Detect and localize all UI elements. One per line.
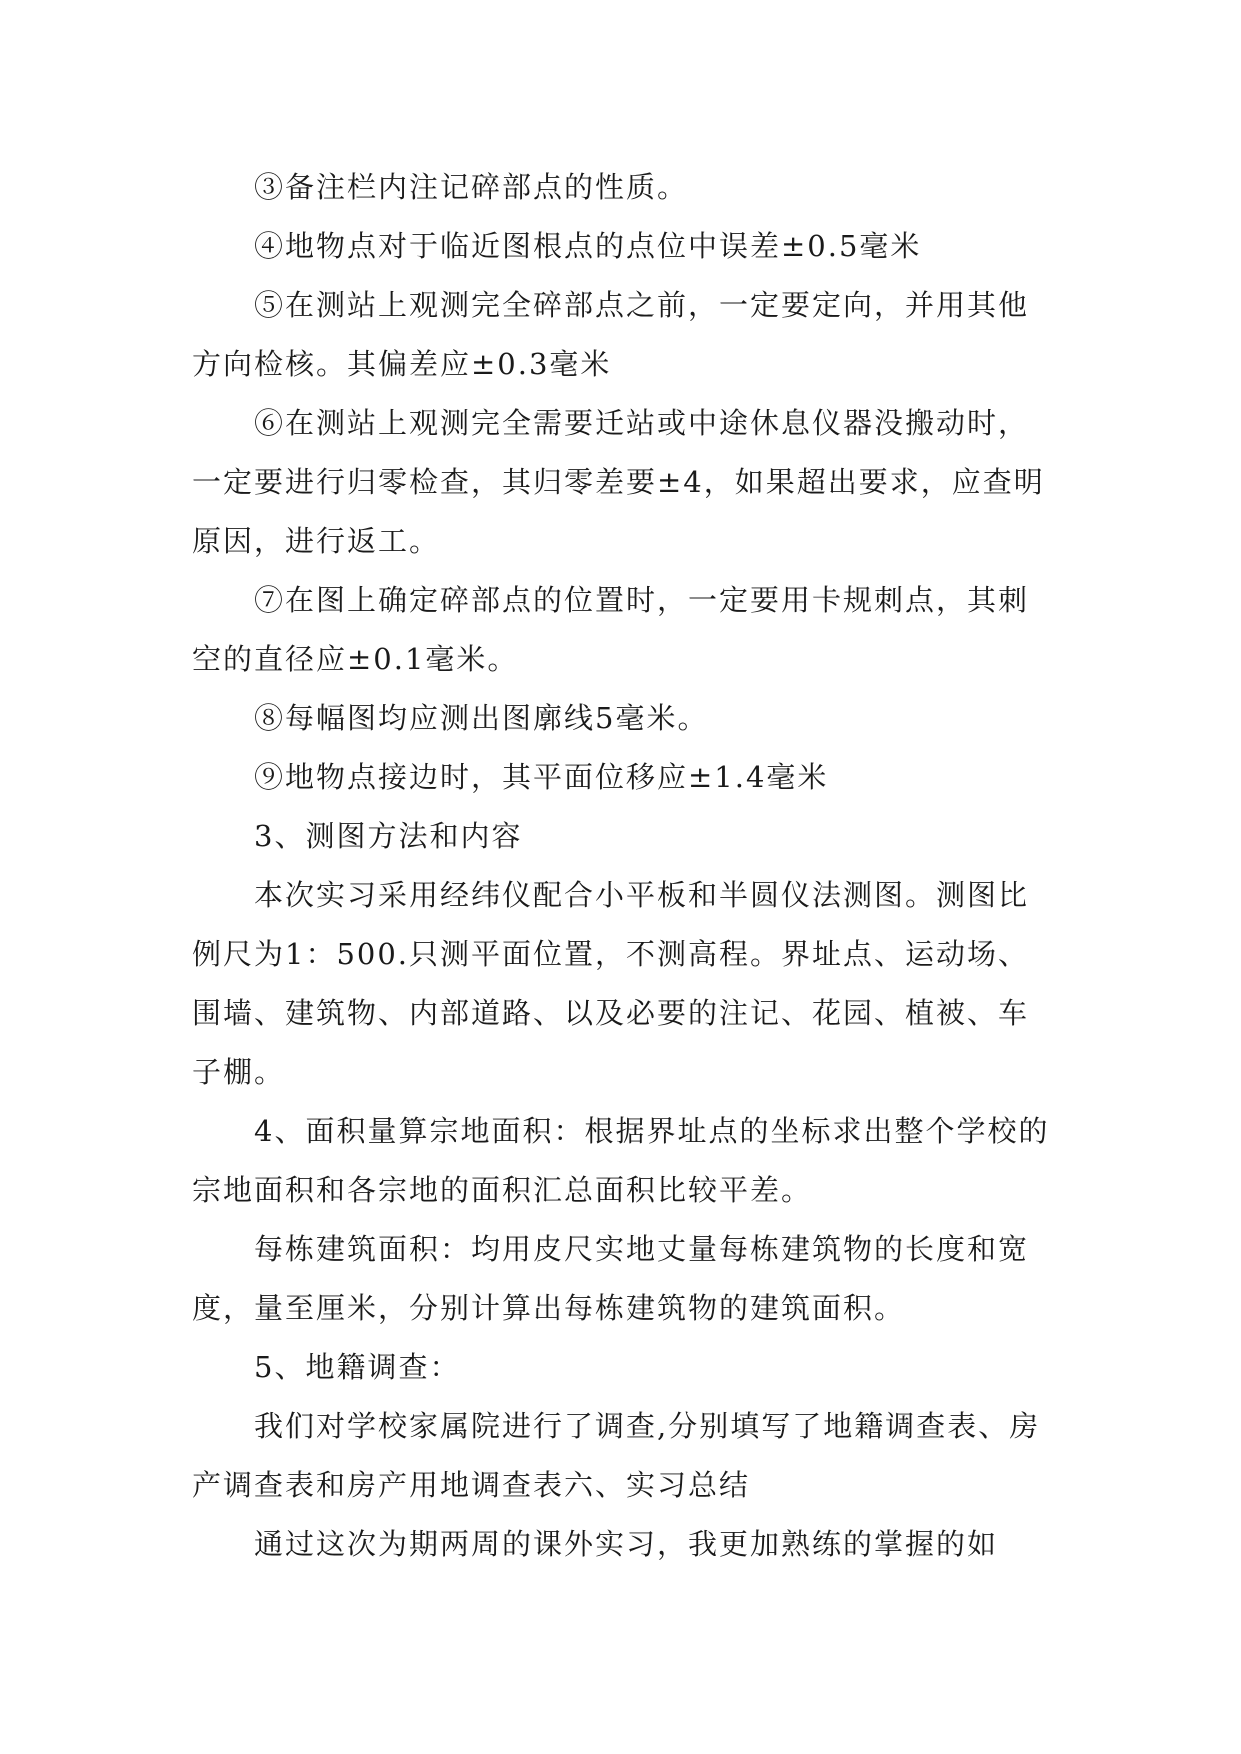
paragraph-note-9: ⑨地物点接边时，其平面位移应±1.4毫米 [254, 760, 829, 794]
paragraph-building-area: 每栋建筑面积：均用皮尺实地丈量每栋建筑物的长度和宽度，量至厘米，分别计算出每栋建筑物的建筑面积。 [192, 1232, 1030, 1325]
paragraph-note-4: ④地物点对于临近图根点的点位中误差±0.5毫米 [254, 229, 922, 263]
paragraph-cadastral-survey: 我们对学校家属院进行了调查,分别填写了地籍调查表、房产调查表和房产用地调查表六、实习总结 [192, 1409, 1041, 1502]
paragraph-area-calculation: 4、面积量算宗地面积：根据界址点的坐标求出整个学校的宗地面积和各宗地的面积汇总面积比较平差。 [192, 1114, 1050, 1207]
section-heading-5: 5、地籍调查： [254, 1350, 461, 1384]
paragraph-note-8: ⑧每幅图均应测出图廓线5毫米。 [254, 701, 709, 735]
paragraph-survey-method: 本次实习采用经纬仪配合小平板和半圆仪法测图。测图比例尺为1：500.只测平面位置，不测高程。界址点、运动场、围墙、建筑物、内部道路、以及必要的注记、花园、植被、车子棚。 [192, 878, 1030, 1089]
paragraph-note-6: ⑥在测站上观测完全需要迁站或中途休息仪器没搬动时，一定要进行归零检查，其归零差要±4，如果超出要求，应查明原因，进行返工。 [192, 406, 1045, 558]
section-heading-3: 3、测图方法和内容 [254, 819, 523, 853]
paragraph-note-3: ③备注栏内注记碎部点的性质。 [254, 170, 689, 204]
paragraph-note-7: ⑦在图上确定碎部点的位置时，一定要用卡规刺点，其刺空的直径应±0.1毫米。 [192, 583, 1030, 676]
paragraph-summary-start: 通过这次为期两周的课外实习，我更加熟练的掌握的如 [254, 1527, 999, 1561]
paragraph-note-5: ⑤在测站上观测完全碎部点之前，一定要定向，并用其他方向检核。其偏差应±0.3毫米 [192, 288, 1030, 381]
body-text [192, 158, 1052, 1574]
